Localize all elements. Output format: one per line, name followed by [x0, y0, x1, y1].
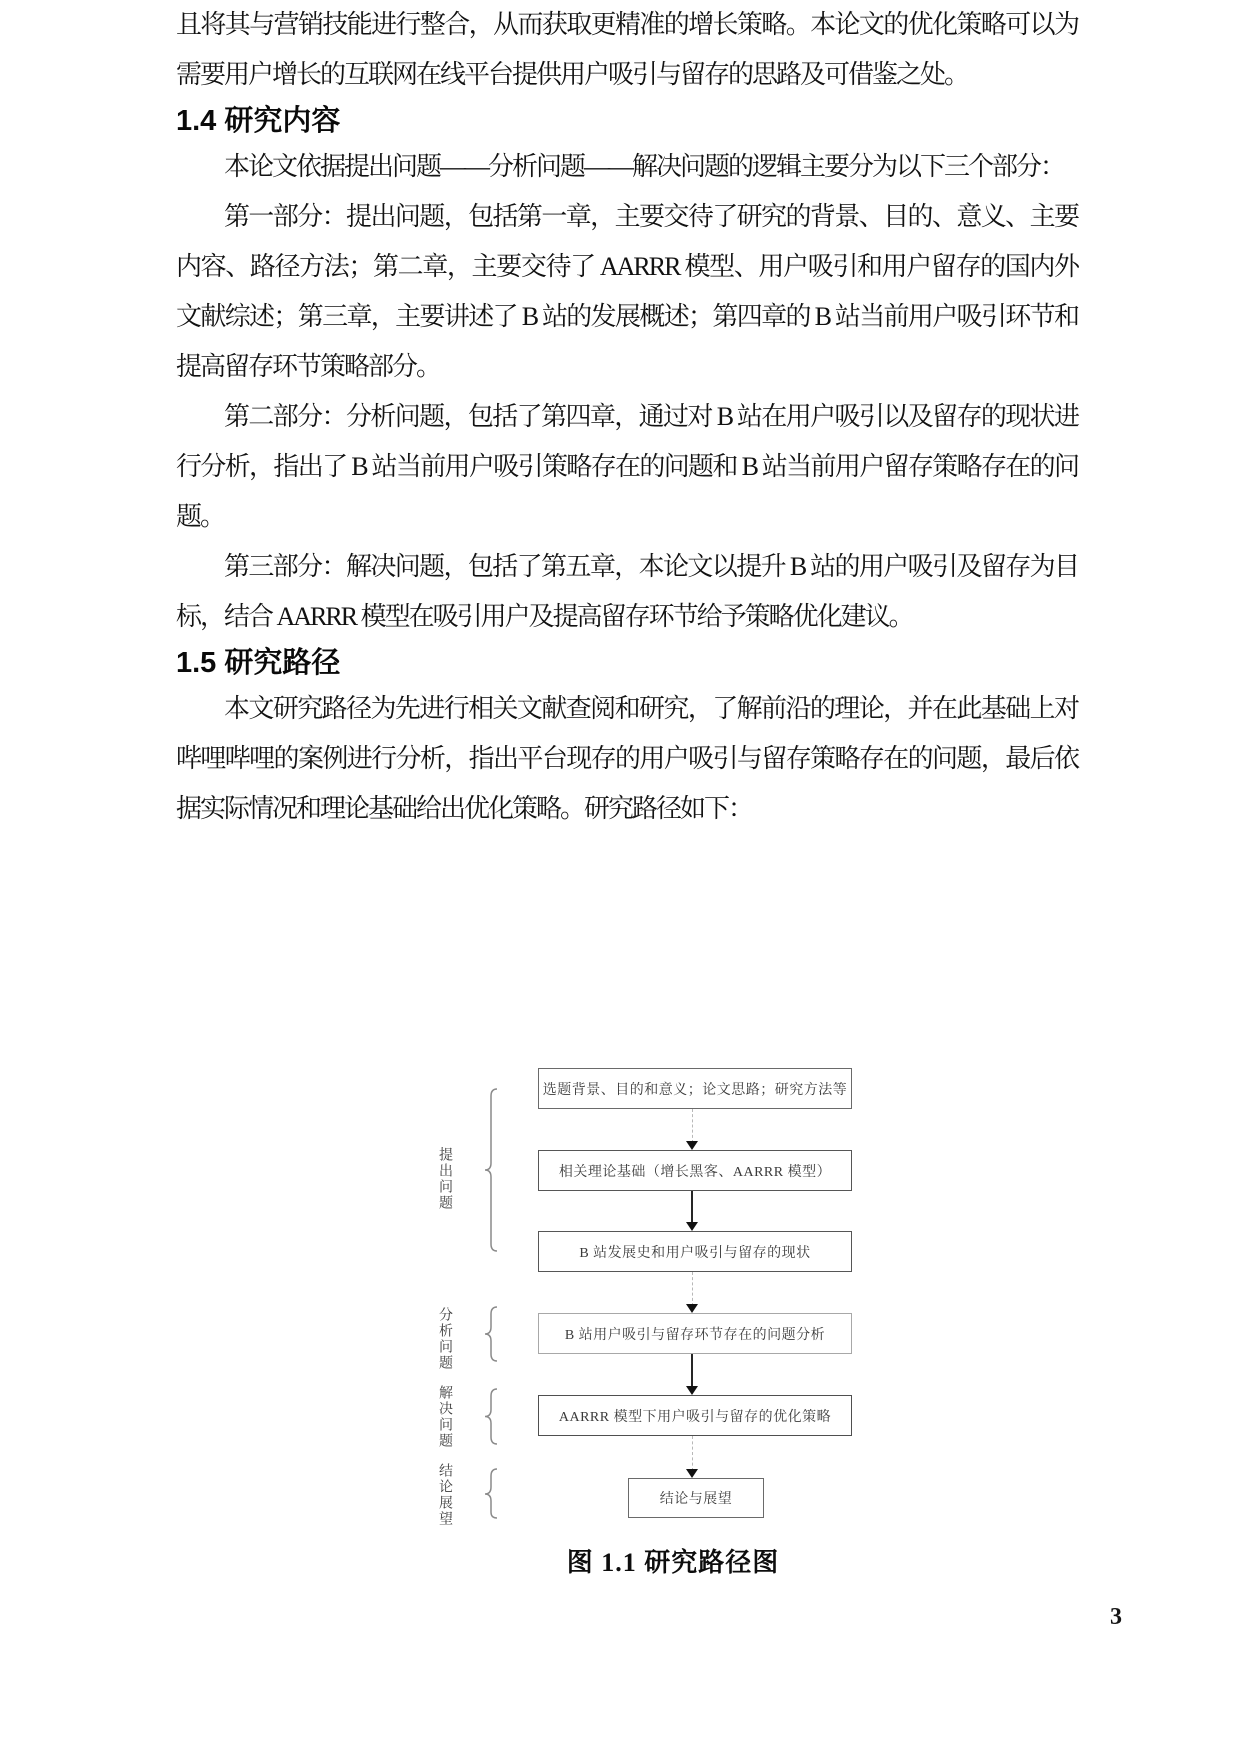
- section-heading-1-4: 1.4 研究内容: [176, 105, 341, 137]
- flow-arrowhead-4: [686, 1386, 698, 1395]
- flow-arrowhead-2: [686, 1222, 698, 1231]
- paragraph-research-path: 本文研究路径为先进行相关文献查阅和研究，了解前沿的理论，并在此基础上对哔哩哔哩的案例进行分析，指出平台现存的用户吸引与留存策略存在的问题，最后依据实际情况和理论基础给出优化策略。研究路径如下：: [176, 694, 1078, 823]
- paragraph-logic-overview: 本论文依据提出问题——分析问题——解决问题的逻辑主要分为以下三个部分：: [224, 152, 1065, 181]
- flow-arrowhead-3: [686, 1304, 698, 1313]
- flow-box-optimization-strategy: AARRR 模型下用户吸引与留存的优化策略: [538, 1395, 852, 1436]
- figure-caption: 图 1.1 研究路径图: [566, 1548, 780, 1577]
- flow-arrowhead-5: [686, 1469, 698, 1478]
- flow-arrow-1: [692, 1109, 693, 1143]
- flow-box-bilibili-status: B 站发展史和用户吸引与留存的现状: [538, 1231, 852, 1272]
- stage-label-conclusion: 结论展望: [437, 1463, 452, 1527]
- page-number: 3: [1110, 1604, 1122, 1630]
- flow-arrow-4: [691, 1354, 693, 1388]
- flow-box-problem-analysis: B 站用户吸引与留存环节存在的问题分析: [538, 1313, 852, 1354]
- group-brace-propose: [484, 1088, 498, 1252]
- flow-box-theory-basis: 相关理论基础（增长黑客、AARRR 模型）: [538, 1150, 852, 1191]
- paragraph-part-1: 第一部分：提出问题，包括第一章，主要交待了研究的背景、目的、意义、主要内容、路径方法；第二章，主要交待了 AARRR 模型、用户吸引和用户留存的国内外文献综述；第三章，主要讲述了 B 站的发展概述；第四章的 B 站当前用户吸引环节和提高留存环节策略部分。: [176, 202, 1078, 381]
- intro-paragraph: 且将其与营销技能进行整合，从而获取更精准的增长策略。本论文的优化策略可以为需要用户增长的互联网在线平台提供用户吸引与留存的思路及可借鉴之处。: [176, 10, 1078, 89]
- flow-arrow-3: [692, 1272, 693, 1306]
- stage-label-analyze: 分析问题: [437, 1307, 452, 1371]
- group-brace-analyze: [484, 1306, 498, 1362]
- text-column: [176, 0, 1078, 834]
- flow-box-topic-background: 选题背景、目的和意义；论文思路；研究方法等: [538, 1068, 852, 1109]
- group-brace-solve: [484, 1388, 498, 1445]
- stage-label-propose: 提出问题: [437, 1147, 452, 1211]
- flow-arrow-5: [692, 1436, 693, 1471]
- flow-arrow-2: [691, 1191, 693, 1224]
- research-path-figure: [176, 1061, 1078, 1606]
- flow-arrowhead-1: [686, 1141, 698, 1150]
- paragraph-part-3: 第三部分：解决问题，包括了第五章，本论文以提升 B 站的用户吸引及留存为目标，结合 AARRR 模型在吸引用户及提高留存环节给予策略优化建议。: [176, 552, 1078, 631]
- stage-label-solve: 解决问题: [437, 1385, 452, 1449]
- flow-box-conclusion: 结论与展望: [628, 1478, 764, 1518]
- group-brace-conclusion: [484, 1468, 498, 1519]
- paragraph-part-2: 第二部分：分析问题，包括了第四章，通过对 B 站在用户吸引以及留存的现状进行分析，指出了 B 站当前用户吸引策略存在的问题和 B 站当前用户留存策略存在的问题。: [176, 402, 1078, 531]
- section-heading-1-5: 1.5 研究路径: [176, 647, 341, 679]
